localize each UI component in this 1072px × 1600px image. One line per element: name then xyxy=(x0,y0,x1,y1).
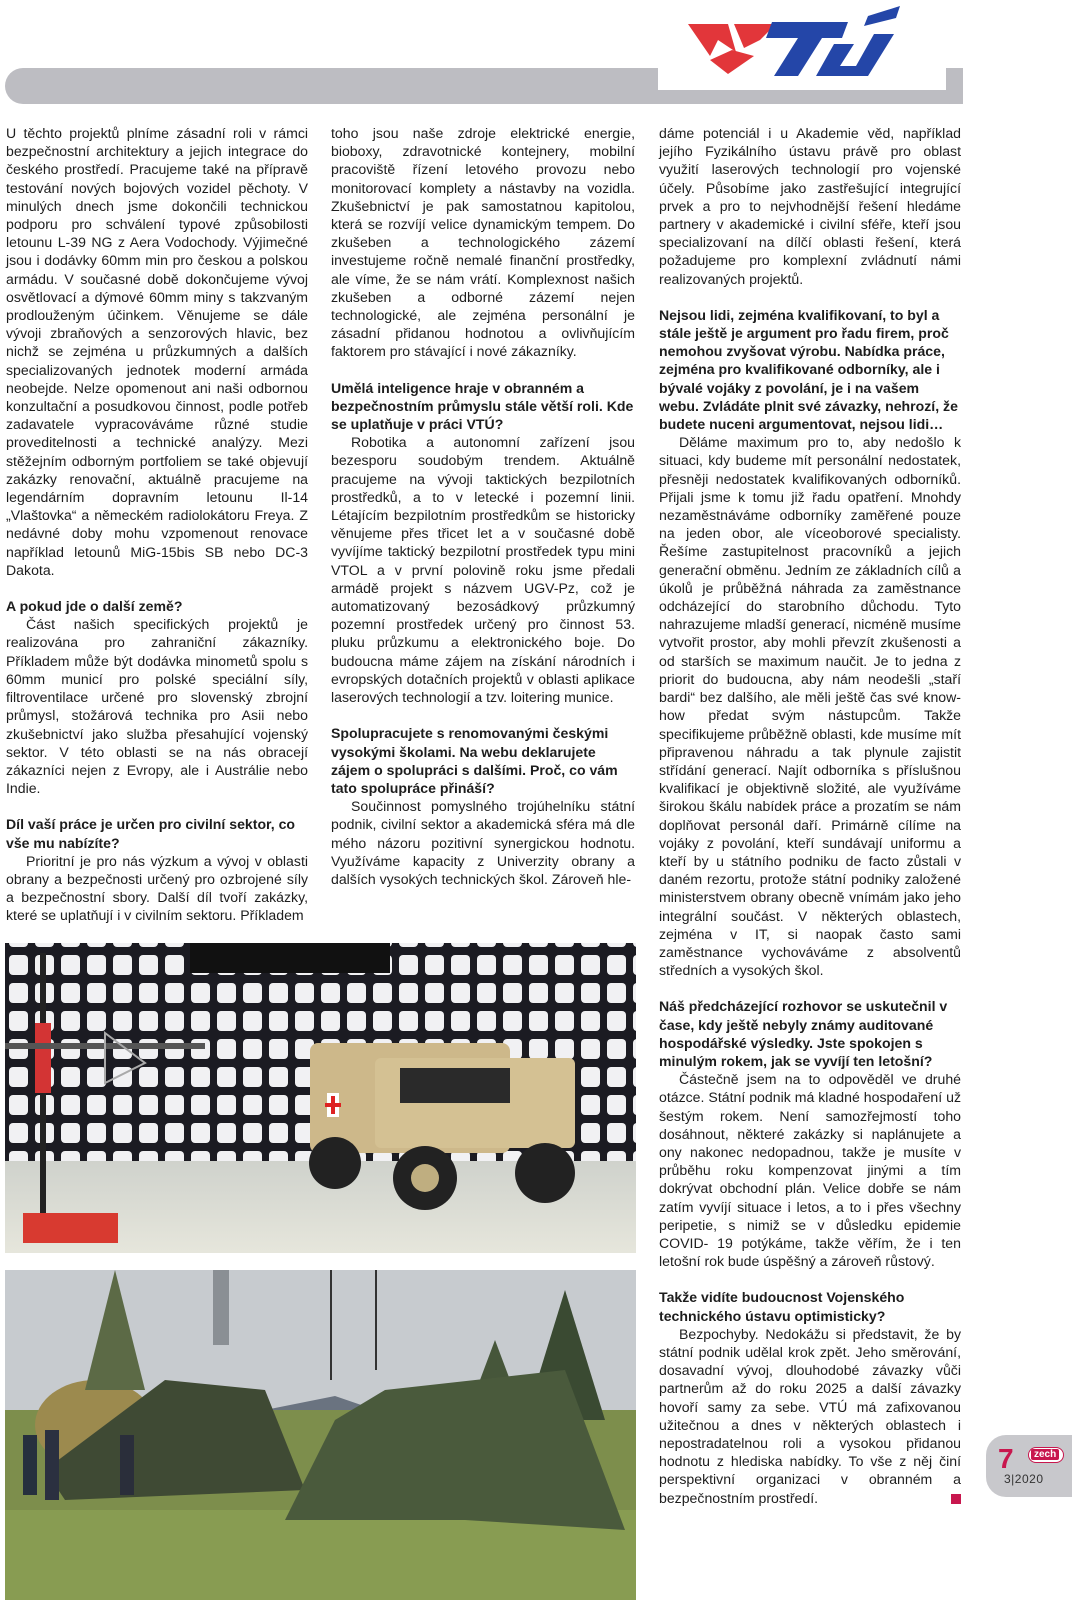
paragraph: dáme potenciál i u Akademie věd, například jejího Fyzikálního ústavu právě pro oblast využití laserových technologií pro vojenské účely. Působíme jako zastřešující integrující prvek a pro to nejvhodnější řešení hledáme partnery v akademické i civilní sféře, kteří jsou specializovaní na dílčí oblasti řešení, která požadujeme pro komplexní zvládnutí námi realizovaných projektů. xyxy=(659,125,961,287)
article-column-2 xyxy=(331,124,635,888)
ambulance-vehicle xyxy=(309,1043,575,1210)
article-column-3 xyxy=(659,124,961,1507)
article-column-1 xyxy=(6,124,308,925)
camouflage-field-image xyxy=(5,1270,636,1600)
answer-text: Bezpochyby. Nedokážu si představit, že by státní podnik udělal krok zpět. Jeho směrování, dosavadní vývoj, dlouhodobé závazky vůči partnerům až do roku 2025 a další závazky hovoří samy za sebe. VTÚ má zafixovanou užitečnou a dnes v některých oblastech i nepostradatelnou roli a vysokou přidanou hodnotu z hlediska nabídky. To vše z něj činí perspektivní organizaci v obranném a bezpečnostním prostředí. xyxy=(659,1325,961,1506)
paragraph: toho jsou naše zdroje elektrické energie, bioboxy, zdravotnické kontejnery, mobilní pracoviště řízení letového provozu nebo monitorovací komplety a nástavby na vozidla. Zkušebnictví je pak samostatnou kapitolou, která se rozvíjí velice dynamickým tempem. Do zkušeben a technologického zázemí investujeme ročně nemalé finanční prostředky, ale víme, že se nám vrátí. Komplexnost našich zkušeben a odborné zázemí nejen technologické, ale zejména personální je zásadní přidanou hodnotou a ovlivňujícím faktorem pro stávající i nové zákazníky. xyxy=(331,125,635,360)
interview-question: Spolupracujete s renomovanými českými vysokými školami. Na webu deklarujete zájem o spolupráci s dalšími. Proč, co vám tato spolupráce přináší? xyxy=(331,725,618,796)
article-end-mark-icon xyxy=(951,1494,961,1504)
czech-industry-badge-icon xyxy=(1028,1447,1064,1463)
interview-answer: Částečně jsem na to odpověděl ve druhé otázce. Státní podnik má kladné hospodaření už šestým rokem. Není samozřejmostí toho dosáhnout, některé zakázky si naplánujete a ony nakonec nedopadnou, takže je musíte v průběhu roku kompenzovat jinými a tím dokrývat obchodní plán. Velice dobře se nám zatím vyvíjí situace i letos, a to i přes všechny peripetie, s nimiž se v důsledku epidemie COVID- 19 potýkáme, takže věřím, že i ten letošní rok bude úspěšný a zároveň růstový. xyxy=(659,1071,961,1270)
interview-question: Nejsou lidi, zejména kvalifikovaní, to byl a stále ještě je argument pro řadu firem, proč nemohou zvyšovat výrobu. Nabídka práce, zejména pro kvalifikované odborníky, ale i bývalé vojáky z povolání, je i na vašem webu. Zvládáte plnit své závazky, nehrozí, že budete nuceni argumentovat, nejsou lidi… xyxy=(659,306,958,433)
vtu-logo-icon xyxy=(688,4,908,84)
paragraph: U těchto projektů plníme zásadní roli v rámci bezpečnostní architektury a jejich integrace do českého prostředí. Pracujeme také na přípravě testování nových bojových vozidel pěchoty. V minulých dnech jsme dokončili technickou podporu pro schválení typové způsobilosti letounu L-39 NG z Aera Vodochody. Výjimečné jsou i dodávky 60mm min pro českou a polskou armádu. V současné době dokončujeme vývoj osvětlovací a dýmové 60mm miny s takzvaným prodlouženým účinkem. Věnujeme se dále vývoji zbraňových a senzorových hlavic, bez nichž se zejména u průzkumných a dalších specializovaných jednotek moderní armáda neobejde. Nelze opomenout ani naši odbornou konzultační a posudkovou činnost, podle potřeb zadavatele vypracováváme různé studie proveditelnosti a technické analýzy. Mezi stěžejním odborným portfoliem se také objevují zakázky renovační, aktuálně pracujeme na legendárním dopravním letounu Il-14 „Vlaštovka“ a německém radiolokátoru Freya. Z nedávné doby mohu vzpomenout renovace například letounů MiG-15bis SB nebo DC-3 Dakota. xyxy=(6,125,308,578)
interview-question: A pokud jde o další země? xyxy=(6,598,183,615)
page-number-tab xyxy=(986,1435,1072,1497)
interview-answer: Prioritní je pro nás výzkum a vývoj v oblasti obrany a bezpečnosti určený pro ozbrojené síly a bezpečnostní sbory. Další díl tvoří zakázky, které se uplatňují i v civilním sektoru. Příkladem xyxy=(6,852,308,924)
interview-answer xyxy=(659,1325,961,1507)
issue-number: 3|2020 xyxy=(1004,1472,1044,1486)
interview-answer: Část našich specifických projektů je realizována pro zahraniční zákazníky. Příkladem může být dodávka minometů spolu s 60mm municí pro polské speciální síly, filtroventilace určené pro slovenský zbrojní průmysl, stožárová technika pro Asii nebo zkušebnictví jako služba přesahující vojenský sektor. V této oblasti se na nás obracejí zákazníci nejen z Evropy, ale i Austrálie nebo Indie. xyxy=(6,616,308,797)
interview-answer: Děláme maximum pro to, aby nedošlo k situaci, kdy budeme mít personální nedostatek, přesněji nedostatek kvalifikovaných odborníků. Přijali jsme k tomu již řadu opatření. Mnohdy nezaměstnáváme odborníky zaměřené pouze na jeden obor, ale víceoborové specialisty. Řešíme zastupitelnost pracovníků a jejich generační obměnu. Jedním ze základních cílů a úkolů je průběžná náhrada za zaměstnance odcházející do starobního důchodu. Tyto nahrazujeme mladší generací, nicméně musíme vytvořit prostor, aby mohli převzít zkušenosti a od starších se maximum naučit. Je to jedna z priorit do budoucna, aby nám neodešli „staří bardi“ bez dalšího, ale měli ještě čas své know-how předat svým nástupcům. Takže specifikujeme průběžně oblasti, kde musíme mít připravenou náhradu a tak plynule zajistit střídání generací. Najít odborníka s příslušnou kvalifikací je objektivně složité, ale využíváme širokou škálu nabídek práce a prozatím se nám doplňovat personál daří. Primárně cílíme na vojáky z povolání, kteří sundávají uniformu a kteří by u státního podniku de facto zůstali v daném rezortu, protože státní podniky založené ministerstvem obrany obecně vnímám jako jeho integrální součást. V některých oblastech, zejména v IT, si naopak často sami zaměstnance vychováváme z absolventů středních a vysokých škol. xyxy=(659,434,961,979)
interview-question: Díl vaší práce je určen pro civilní sektor, co vše mu nabízíte? xyxy=(6,816,296,851)
photo-camouflaged-vehicles xyxy=(5,1270,636,1600)
interview-question: Náš předcházející rozhovor se uskutečnil v čase, kdy ještě nebyly známy auditované hospodářské výsledky. Jste spokojen s minulým rokem, jak se vyvíjí ten letošní? xyxy=(659,998,948,1069)
page-number: 7 xyxy=(998,1443,1014,1474)
brand-badge-text: zech xyxy=(1031,1449,1059,1460)
anechoic-chamber-image xyxy=(5,923,636,1253)
interview-question: Takže vidíte budoucnost Vojenského technického ústavu optimisticky? xyxy=(659,1289,905,1324)
interview-answer: Součinnost pomyslného trojúhelníku státní podnik, civilní sektor a akademická sféra má dle mého názoru pozitivní synergickou hodnotu. Využíváme kapacity z Univerzity obrany a dalších vysokých technických škol. Zároveň hle- xyxy=(331,798,635,887)
photo-anechoic-chamber xyxy=(5,923,636,1253)
interview-question: Umělá inteligence hraje v obranném a bezpečnostním průmyslu stále větší roli. Kde se uplatňuje v práci VTÚ? xyxy=(331,379,634,433)
interview-answer: Robotika a autonomní zařízení jsou bezesporu soudobým trendem. Aktuálně pracujeme na vývoji taktických bezpilotních prostředků, a to v letecké i pozemní linii. Létajícím bezpilotním prostředkům se historicky věnujeme přes třicet let a v současné době vyvíjíme taktický bezpilotní prostředek typu mini VTOL a v první polovině roku jsme předali armádě projekt s názvem UGV-Pz, což je automatizovaný bezosádkový průzkumný pozemní prostředek určený pro činnost 53. pluku průzkumu a elektronického boje. Do budoucna máme zájem na získání národních i evropských dotačních projektů v oblasti aplikace laserových technologií a tzv. loitering munice. xyxy=(331,434,635,706)
